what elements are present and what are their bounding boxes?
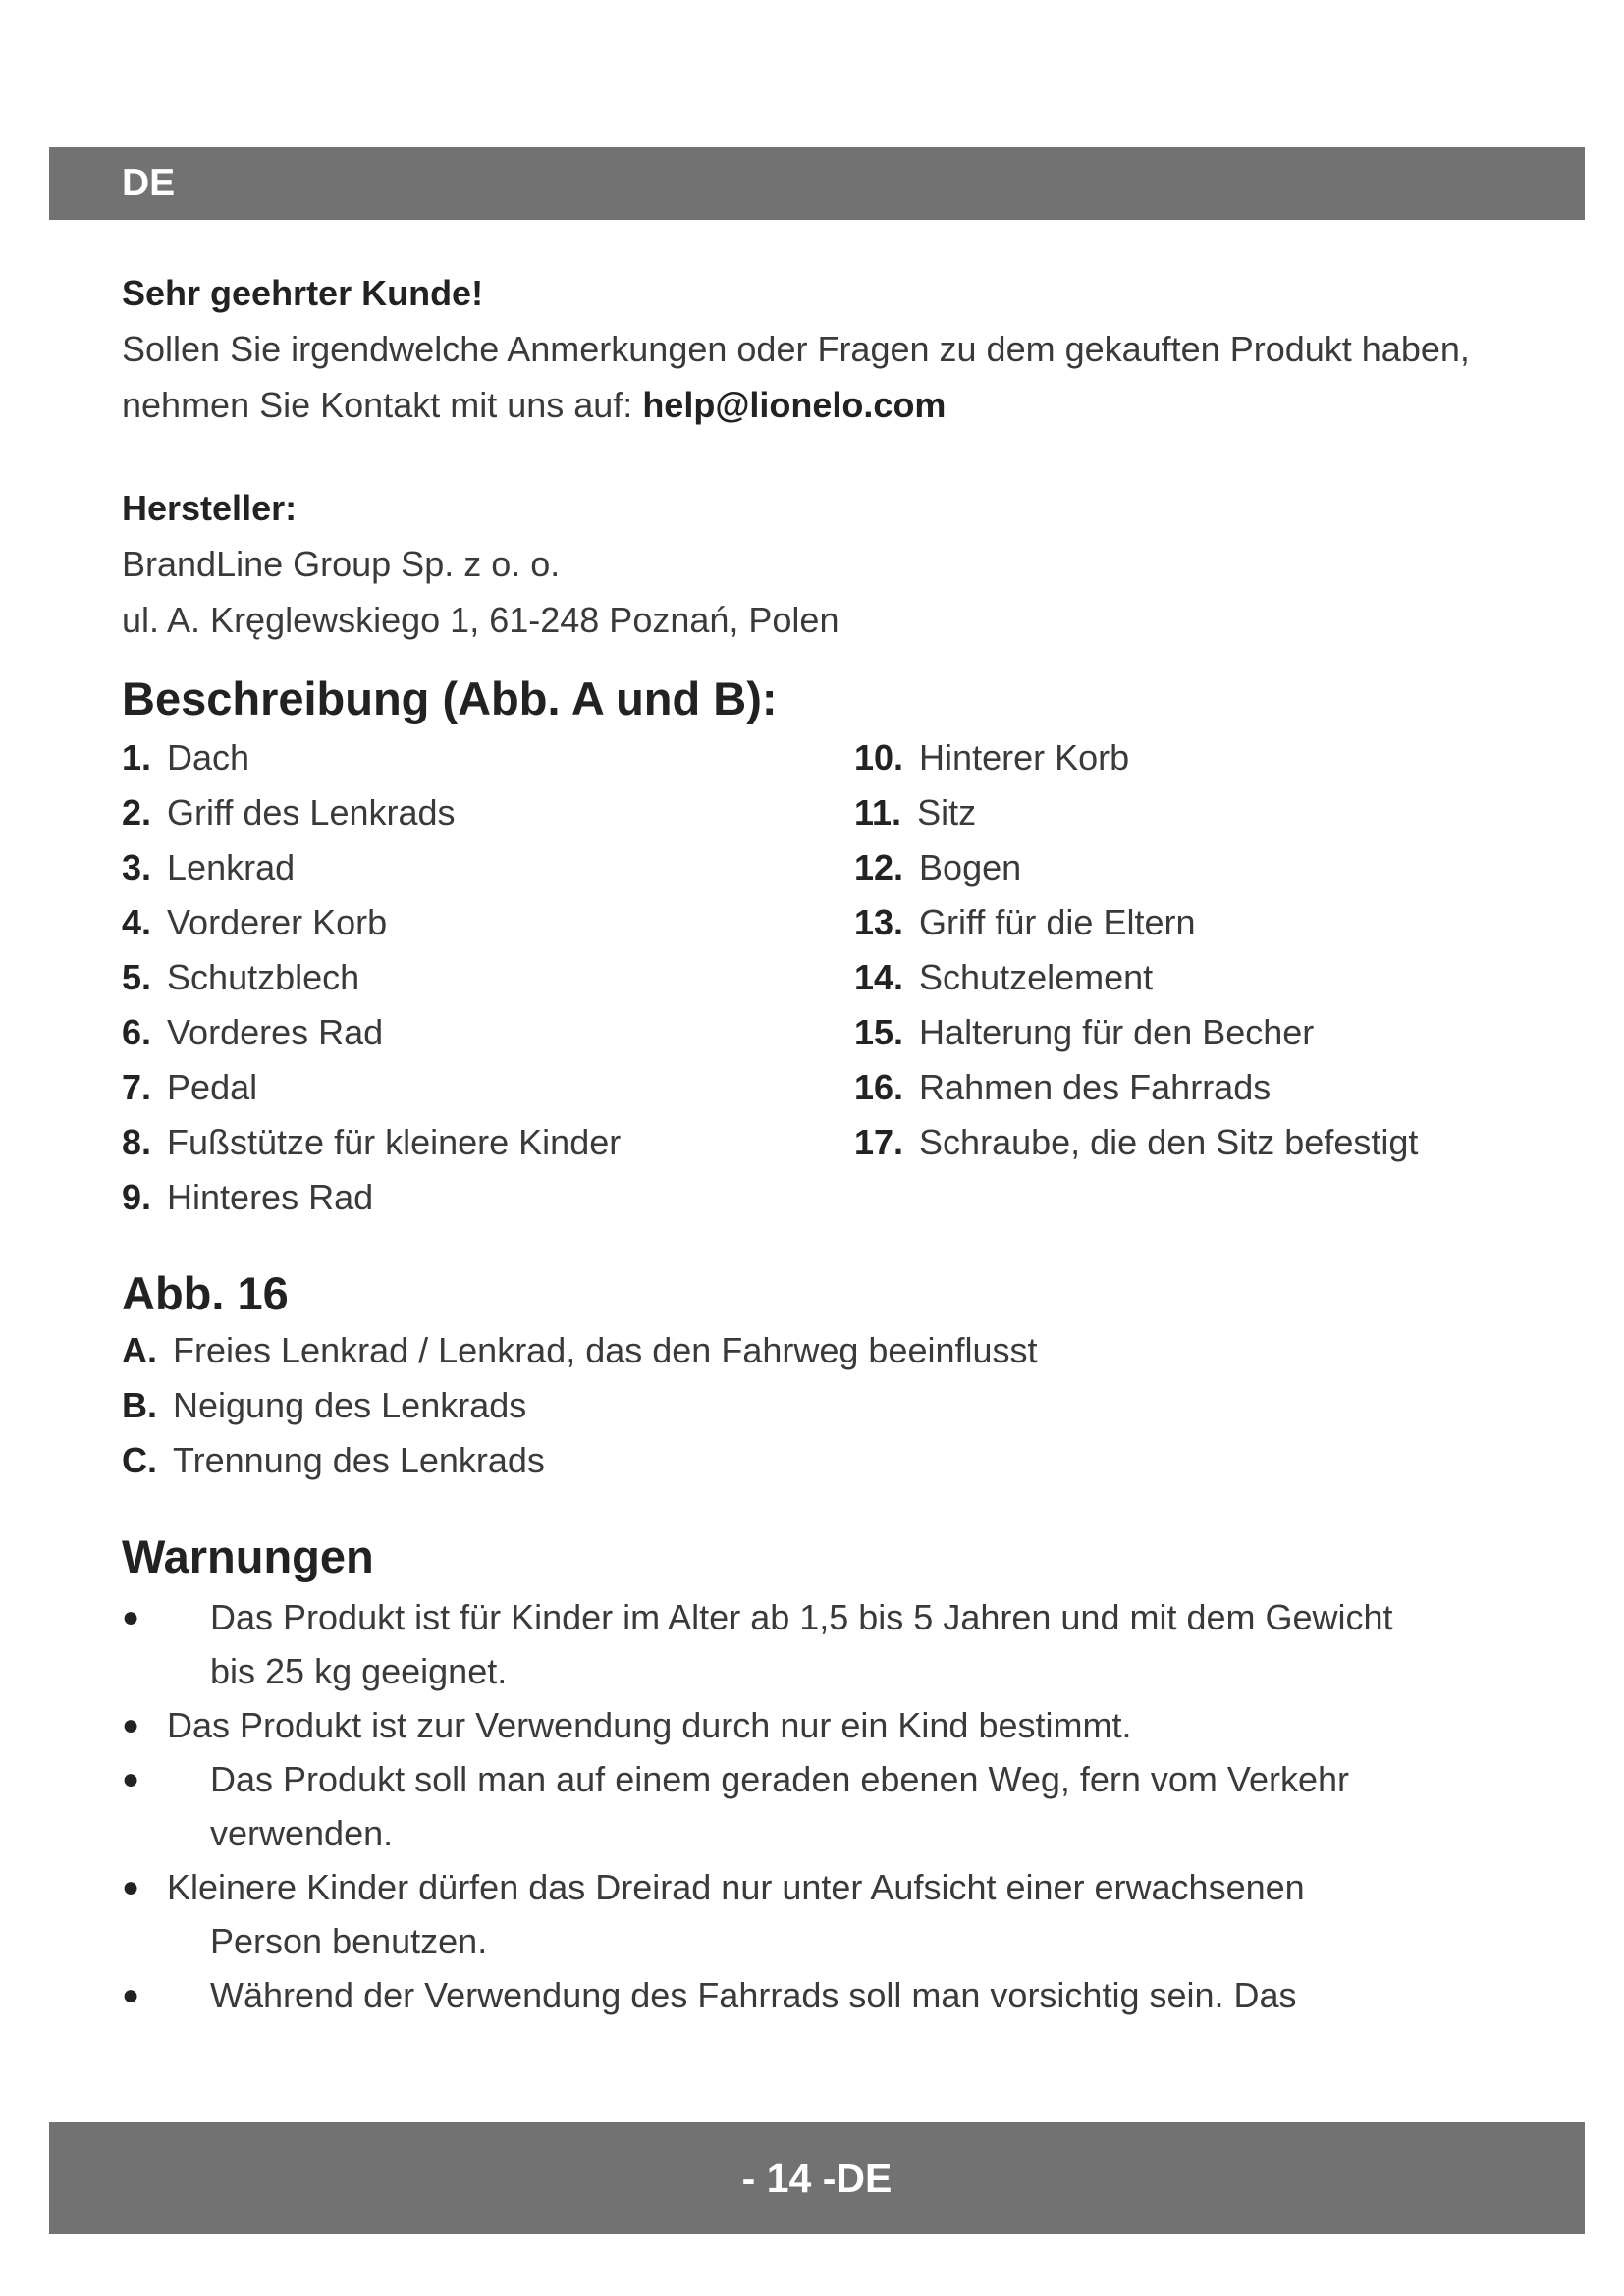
manufacturer-address: ul. A. Kręglewskiego 1, 61-248 Poznań, Polen — [122, 600, 839, 640]
warning-item: ● Das Produkt ist zur Verwendung durch nur ein Kind bestimmt. — [122, 1698, 1565, 1752]
part-item: 15. Halterung für den Becher — [854, 1012, 1315, 1052]
warnings-heading: Warnungen — [122, 1530, 374, 1582]
bullet-icon: ● — [122, 1979, 140, 2011]
bullet-icon: ● — [122, 1601, 140, 1633]
language-label: DE — [122, 162, 176, 204]
support-email-link[interactable]: help@lionelo.com — [642, 385, 947, 425]
warning-item: ● Das Produkt ist für Kinder im Alter ab 1,5 bis 5 Jahren und mit dem Gewicht bis 25 kg geeignet. — [122, 1590, 1565, 1698]
part-item: 16. Rahmen des Fahrrads — [854, 1067, 1272, 1107]
part-item: 11. Sitz — [854, 792, 977, 832]
part-item: 10. Hinterer Korb — [854, 737, 1130, 777]
header-bar — [49, 147, 1585, 220]
figure16-item: A. Freies Lenkrad / Lenkrad, das den Fahrweg beeinflusst — [122, 1330, 1038, 1370]
bullet-icon: ● — [122, 1709, 140, 1741]
manufacturer-company: BrandLine Group Sp. z o. o. — [122, 544, 561, 584]
warnings-list — [122, 1590, 1565, 2022]
warning-item: ● Kleinere Kinder dürfen das Dreirad nur unter Aufsicht einer erwachsenen Person benutzen. — [122, 1860, 1565, 1968]
bullet-icon: ● — [122, 1871, 140, 1903]
greeting-text — [122, 321, 1565, 433]
part-item: 8. Fußstütze für kleinere Kinder — [122, 1122, 622, 1162]
part-item: 14. Schutzelement — [854, 957, 1154, 997]
part-item: 5. Schutzblech — [122, 957, 360, 997]
part-item: 2. Griff des Lenkrads — [122, 792, 456, 832]
manufacturer-title: Hersteller: — [122, 488, 298, 528]
figure16-item: C. Trennung des Lenkrads — [122, 1440, 545, 1480]
figure16-item: B. Neigung des Lenkrads — [122, 1385, 527, 1425]
part-item: 1. Dach — [122, 737, 250, 777]
page-content — [122, 265, 1565, 2022]
warning-item: ● Das Produkt soll man auf einem geraden ebenen Weg, fern vom Verkehr verwenden. — [122, 1752, 1565, 1860]
warning-item: ● Während der Verwendung des Fahrrads soll man vorsichtig sein. Das — [122, 1968, 1565, 2022]
parts-list — [122, 730, 1565, 1225]
part-item: 6. Vorderes Rad — [122, 1012, 384, 1052]
description-heading: Beschreibung (Abb. A und B): — [122, 672, 778, 724]
parts-list-left — [122, 730, 854, 1225]
part-item: 7. Pedal — [122, 1067, 258, 1107]
part-item: 4. Vorderer Korb — [122, 902, 388, 942]
footer-bar — [49, 2122, 1585, 2234]
greeting-title: Sehr geehrter Kunde! — [122, 273, 484, 313]
part-item: 12. Bogen — [854, 847, 1022, 887]
part-item: 13. Griff für die Eltern — [854, 902, 1196, 942]
part-item: 9. Hinteres Rad — [122, 1177, 374, 1217]
figure16-heading: Abb. 16 — [122, 1267, 289, 1319]
greeting-body: Sollen Sie irgendwelche Anmerkungen oder Fragen zu dem gekauften Produkt haben, nehmen Sie Kontakt mit uns auf: — [122, 329, 1470, 425]
part-item: 17. Schraube, die den Sitz befestigt — [854, 1122, 1419, 1162]
page-number: - 14 -DE — [741, 2155, 893, 2201]
bullet-icon: ● — [122, 1763, 140, 1795]
part-item: 3. Lenkrad — [122, 847, 296, 887]
parts-list-right — [854, 730, 1565, 1225]
